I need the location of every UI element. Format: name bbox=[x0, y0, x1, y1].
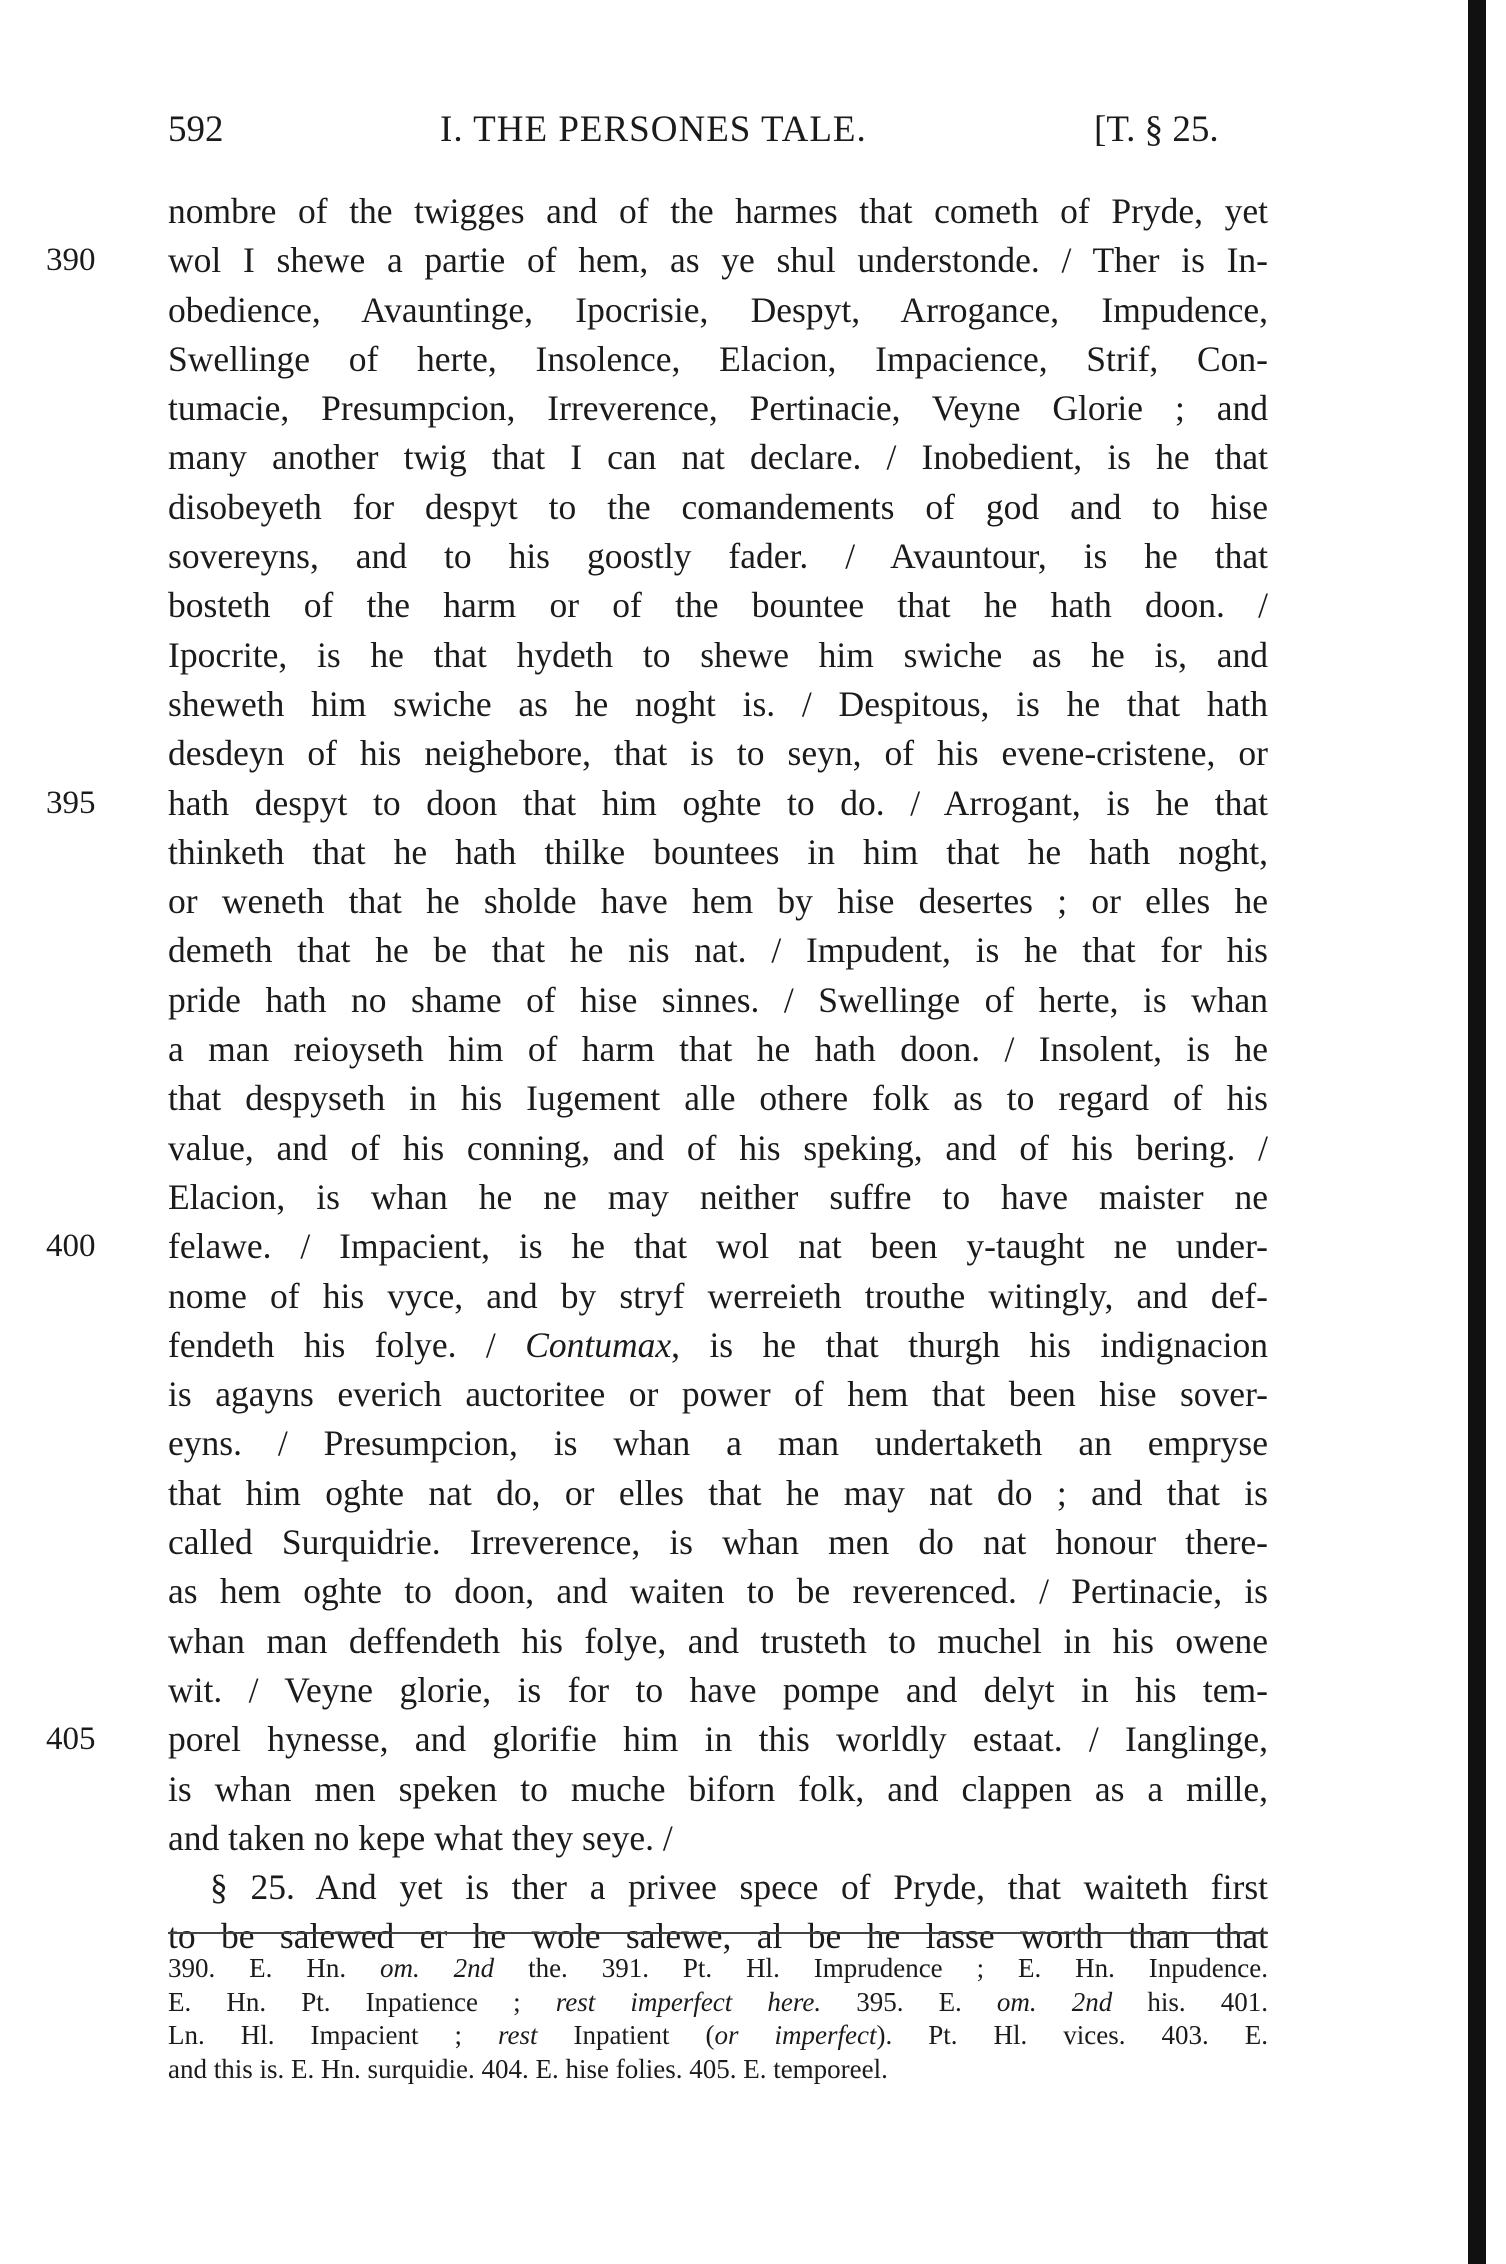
text-line bbox=[168, 1074, 1268, 1123]
text-line bbox=[168, 1272, 1268, 1321]
line-text: is agayns everich auctoritee or power of hem that been hise sover- bbox=[168, 1374, 1268, 1415]
text-line bbox=[168, 877, 1268, 926]
text-line bbox=[46, 1222, 1268, 1271]
text-line bbox=[168, 1863, 1268, 1912]
line-text: nombre of the twigges and of the harmes that cometh of Pryde, yet bbox=[168, 191, 1268, 231]
line-text: wol I shewe a partie of hem, as ye shul understonde. / Ther is In- bbox=[168, 240, 1268, 281]
line-text: § 25. And yet is ther a privee spece of Pryde, that waiteth first bbox=[210, 1867, 1268, 1908]
line-text: nome of his vyce, and by stryf werreieth trouthe witingly, and def- bbox=[168, 1275, 1268, 1316]
text-line bbox=[168, 581, 1268, 630]
page-header bbox=[0, 100, 1506, 160]
text-line bbox=[168, 1666, 1268, 1715]
text-line bbox=[46, 1715, 1268, 1764]
text-line bbox=[168, 1814, 1268, 1863]
text-line bbox=[168, 680, 1268, 729]
line-number: 390 bbox=[46, 242, 96, 279]
running-title: I. THE PERSONES TALE. bbox=[440, 109, 867, 150]
line-text: felawe. / Impacient, is he that wol nat been y-taught ne under- bbox=[168, 1226, 1268, 1267]
line-number: 405 bbox=[46, 1721, 96, 1758]
text-line bbox=[168, 1469, 1268, 1518]
text-line bbox=[46, 779, 1268, 828]
line-number: 400 bbox=[46, 1228, 96, 1265]
line-text: sheweth him swiche as he noght is. / Despitous, is he that hath bbox=[168, 683, 1268, 724]
line-text: demeth that he be that he nis nat. / Impudent, is he that for his bbox=[168, 930, 1268, 971]
line-text: pride hath no shame of hise sinnes. / Swellinge of herte, is whan bbox=[168, 979, 1268, 1020]
text-line bbox=[168, 532, 1268, 581]
line-text: obedience, Avauntinge, Ipocrisie, Despyt, Arrogance, Impudence, bbox=[168, 289, 1268, 330]
line-text: as hem oghte to doon, and waiten to be reverenced. / Pertinacie, is bbox=[168, 1571, 1268, 1612]
line-text: fendeth his folye. / Contumax, is he that thurgh his indignacion bbox=[168, 1324, 1268, 1365]
footnote-line: Ln. Hl. Impacient ; rest Inpatient (or imperfect). Pt. Hl. vices. 403. E. bbox=[168, 2020, 1268, 2050]
text-line bbox=[168, 1124, 1268, 1173]
line-text: value, and of his conning, and of his speking, and of his bering. / bbox=[168, 1127, 1268, 1168]
line-number: 395 bbox=[46, 784, 96, 821]
text-line bbox=[168, 729, 1268, 778]
line-text: thinketh that he hath thilke bountees in him that he hath noght, bbox=[168, 831, 1268, 872]
footnote-divider bbox=[168, 1932, 1268, 1934]
line-text: that him oghte nat do, or elles that he may nat do ; and that is bbox=[168, 1472, 1268, 1513]
text-line bbox=[46, 236, 1268, 285]
line-text: tumacie, Presumpcion, Irreverence, Pertinacie, Veyne Glorie ; and bbox=[168, 388, 1268, 429]
text-line bbox=[168, 433, 1268, 482]
text-line bbox=[168, 384, 1268, 433]
text-line bbox=[168, 286, 1268, 335]
section-reference: [T. § 25. bbox=[1094, 109, 1219, 150]
line-text: wit. / Veyne glorie, is for to have pompe and delyt in his tem- bbox=[168, 1669, 1268, 1710]
text-line bbox=[168, 828, 1268, 877]
line-text: porel hynesse, and glorifie him in this worldly estaat. / Ianglinge, bbox=[168, 1719, 1268, 1760]
line-text: disobeyeth for despyt to the comandements of god and to hise bbox=[168, 486, 1268, 527]
line-text: Ipocrite, is he that hydeth to shewe him swiche as he is, and bbox=[168, 634, 1268, 675]
text-line bbox=[168, 1765, 1268, 1814]
scan-edge-shadow bbox=[1468, 0, 1486, 2264]
footnote-line: 390. E. Hn. om. 2nd the. 391. Pt. Hl. Imprudence ; E. Hn. Inpudence. bbox=[168, 1953, 1269, 1983]
line-text: many another twig that I can nat declare. / Inobedient, is he that bbox=[168, 437, 1268, 478]
line-text: eyns. / Presumpcion, is whan a man undertaketh an empryse bbox=[168, 1423, 1268, 1464]
footnote-line: and this is. E. Hn. surquidie. 404. E. hise folies. 405. E. temporeel. bbox=[168, 2053, 888, 2084]
line-text: whan man deffendeth his folye, and trusteth to muchel in his owene bbox=[168, 1620, 1268, 1661]
line-text: a man reioyseth him of harm that he hath doon. / Insolent, is he bbox=[168, 1029, 1268, 1070]
text-line bbox=[168, 335, 1268, 384]
footnote-line: E. Hn. Pt. Inpatience ; rest imperfect here. 395. E. om. 2nd his. 401. bbox=[168, 1986, 1268, 2017]
line-text: or weneth that he sholde have hem by hise desertes ; or elles he bbox=[168, 881, 1268, 922]
line-text: that despyseth in his Iugement alle othere folk as to regard of his bbox=[168, 1078, 1268, 1119]
text-line bbox=[168, 1567, 1268, 1616]
line-text: Elacion, is whan he ne may neither suffre to have maister ne bbox=[168, 1176, 1268, 1217]
text-line bbox=[168, 1518, 1268, 1567]
text-line bbox=[168, 1025, 1268, 1074]
text-line bbox=[168, 1321, 1268, 1370]
text-line bbox=[168, 631, 1268, 680]
line-text: called Surquidrie. Irreverence, is whan men do nat honour there- bbox=[168, 1522, 1268, 1563]
text-line bbox=[168, 926, 1268, 975]
line-text: hath despyt to doon that him oghte to do. / Arrogant, is he that bbox=[168, 782, 1268, 823]
text-line bbox=[168, 1419, 1268, 1468]
text-line bbox=[168, 1370, 1268, 1419]
text-line bbox=[168, 483, 1268, 532]
text-line bbox=[168, 1617, 1268, 1666]
page-number: 592 bbox=[168, 109, 224, 150]
line-text: is whan men speken to muche biforn folk, and clappen as a mille, bbox=[168, 1768, 1268, 1809]
line-text: and taken no kepe what they seye. / bbox=[168, 1817, 673, 1858]
line-text: to be salewed er he wole salewe, al be he lasse worth than that bbox=[168, 1916, 1268, 1957]
line-text: bosteth of the harm or of the bountee that he hath doon. / bbox=[168, 585, 1268, 626]
line-text: desdeyn of his neighebore, that is to seyn, of his evene-cristene, or bbox=[168, 733, 1268, 774]
text-line bbox=[168, 187, 1268, 236]
text-line bbox=[168, 1173, 1268, 1222]
footnotes bbox=[168, 1952, 1268, 2086]
main-text bbox=[46, 187, 1268, 1962]
line-text: sovereyns, and to his goostly fader. / Avauntour, is he that bbox=[168, 536, 1268, 577]
text-line bbox=[168, 976, 1268, 1025]
line-text: Swellinge of herte, Insolence, Elacion, Impacience, Strif, Con- bbox=[168, 338, 1268, 379]
